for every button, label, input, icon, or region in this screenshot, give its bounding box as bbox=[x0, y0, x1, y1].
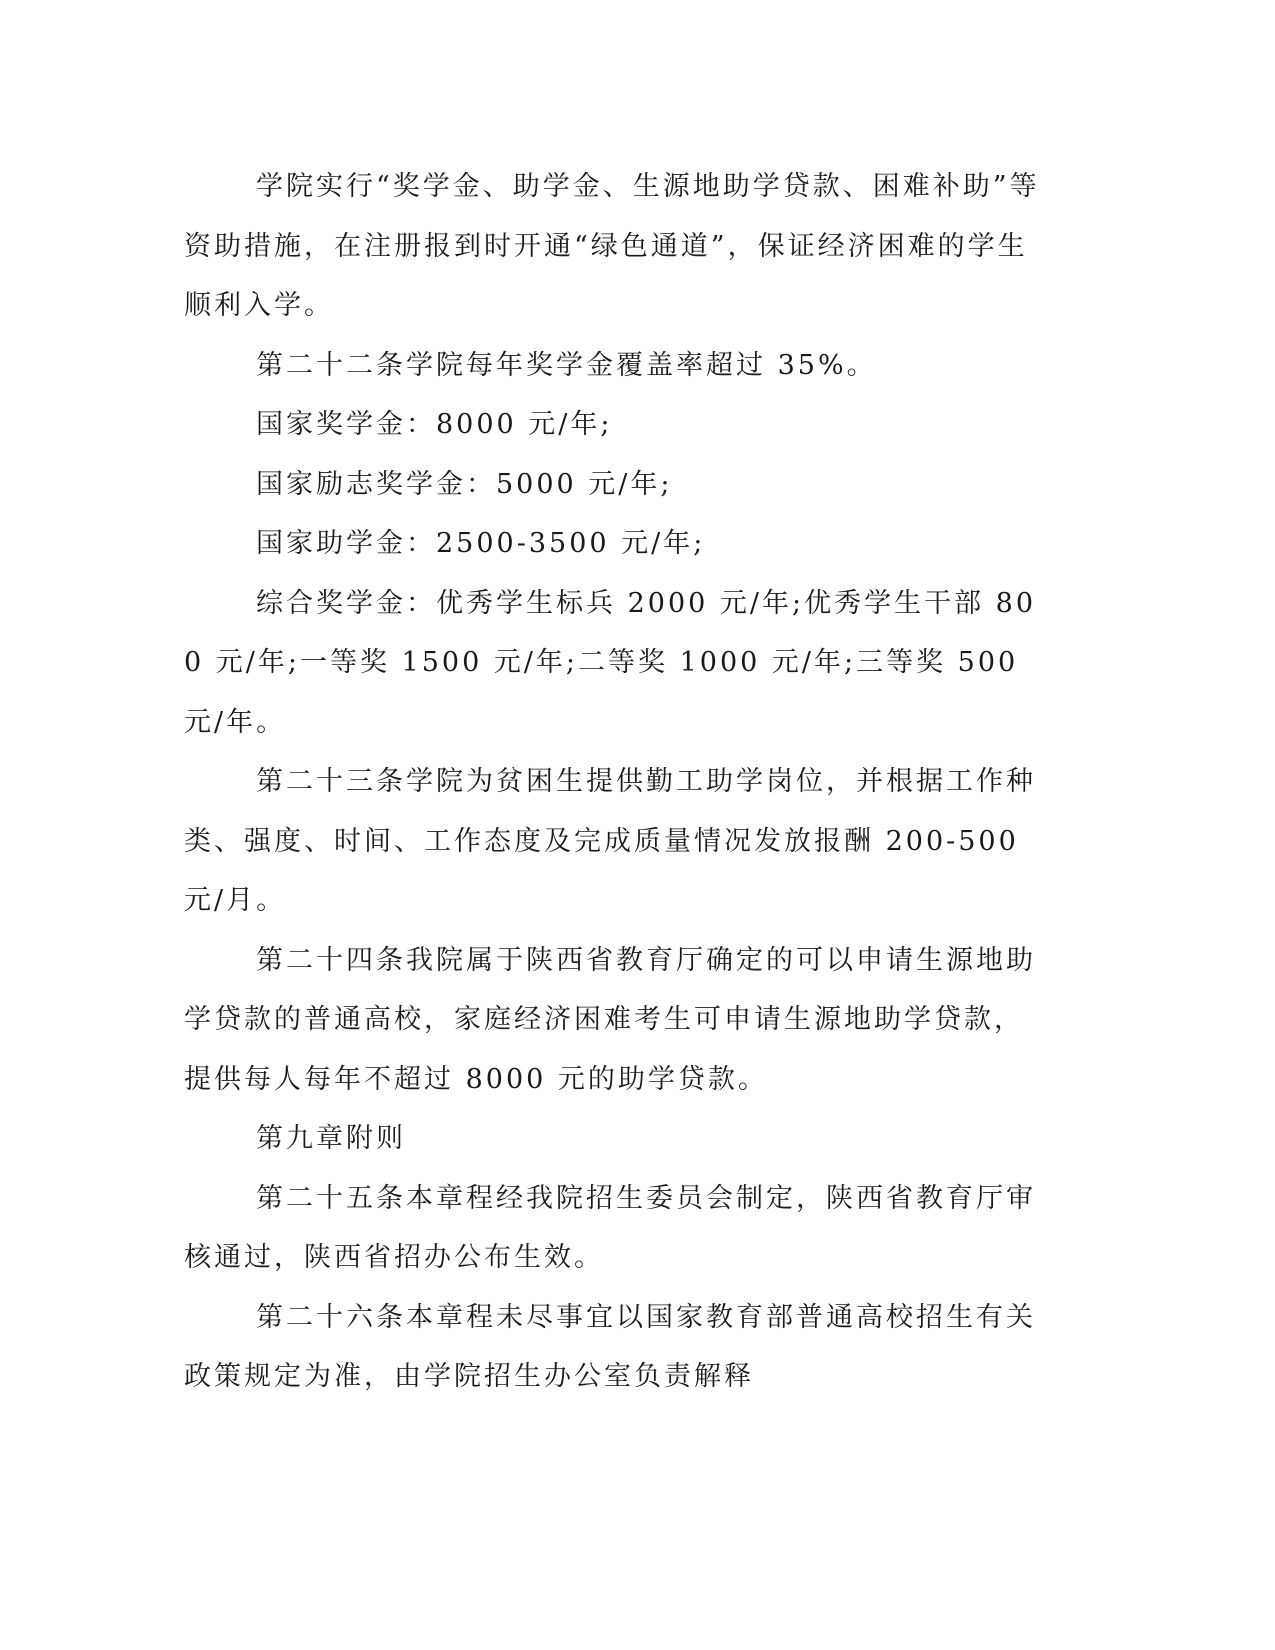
paragraph-national-grant: 国家助学金：2500-3500 元/年; bbox=[256, 528, 706, 559]
document-body bbox=[184, 157, 1044, 1407]
paragraph-national-scholarship: 国家奖学金：8000 元/年; bbox=[256, 409, 613, 440]
paragraph-article-23: 第二十三条学院为贫困生提供勤工助学岗位，并根据工作种类、强度、时间、工作态度及完成质量情况发放报酬 200-500 元/月。 bbox=[184, 766, 1036, 916]
paragraph-national-encouragement-scholarship: 国家励志奖学金：5000 元/年; bbox=[256, 468, 673, 500]
paragraph-article-25: 第二十五条本章程经我院招生委员会制定，陕西省教育厅审核通过，陕西省招办公布生效。 bbox=[184, 1182, 1036, 1273]
paragraph-comprehensive-scholarship: 综合奖学金：优秀学生标兵 2000 元/年;优秀学生干部 800 元/年;一等奖 1500 元/年;二等奖 1000 元/年;三等奖 500 元/年。 bbox=[184, 587, 1037, 738]
paragraph-financial-aid-measures: 学院实行“奖学金、助学金、生源地助学贷款、困难补助”等资助措施，在注册报到时开通“绿色通道”，保证经济困难的学生顺利入学。 bbox=[184, 171, 1040, 321]
paragraph-article-26: 第二十六条本章程未尽事宜以国家教育部普通高校招生有关政策规定为准，由学院招生办公室负责解释 bbox=[184, 1301, 1036, 1392]
paragraph-article-22: 第二十二条学院每年奖学金覆盖率超过 35%。 bbox=[256, 349, 877, 381]
chapter-heading-supplementary: 第九章附则 bbox=[256, 1123, 406, 1154]
paragraph-article-24: 第二十四条我院属于陕西省教育厅确定的可以申请生源地助学贷款的普通高校，家庭经济困难考生可申请生源地助学贷款，提供每人每年不超过 8000 元的助学贷款。 bbox=[184, 944, 1036, 1095]
